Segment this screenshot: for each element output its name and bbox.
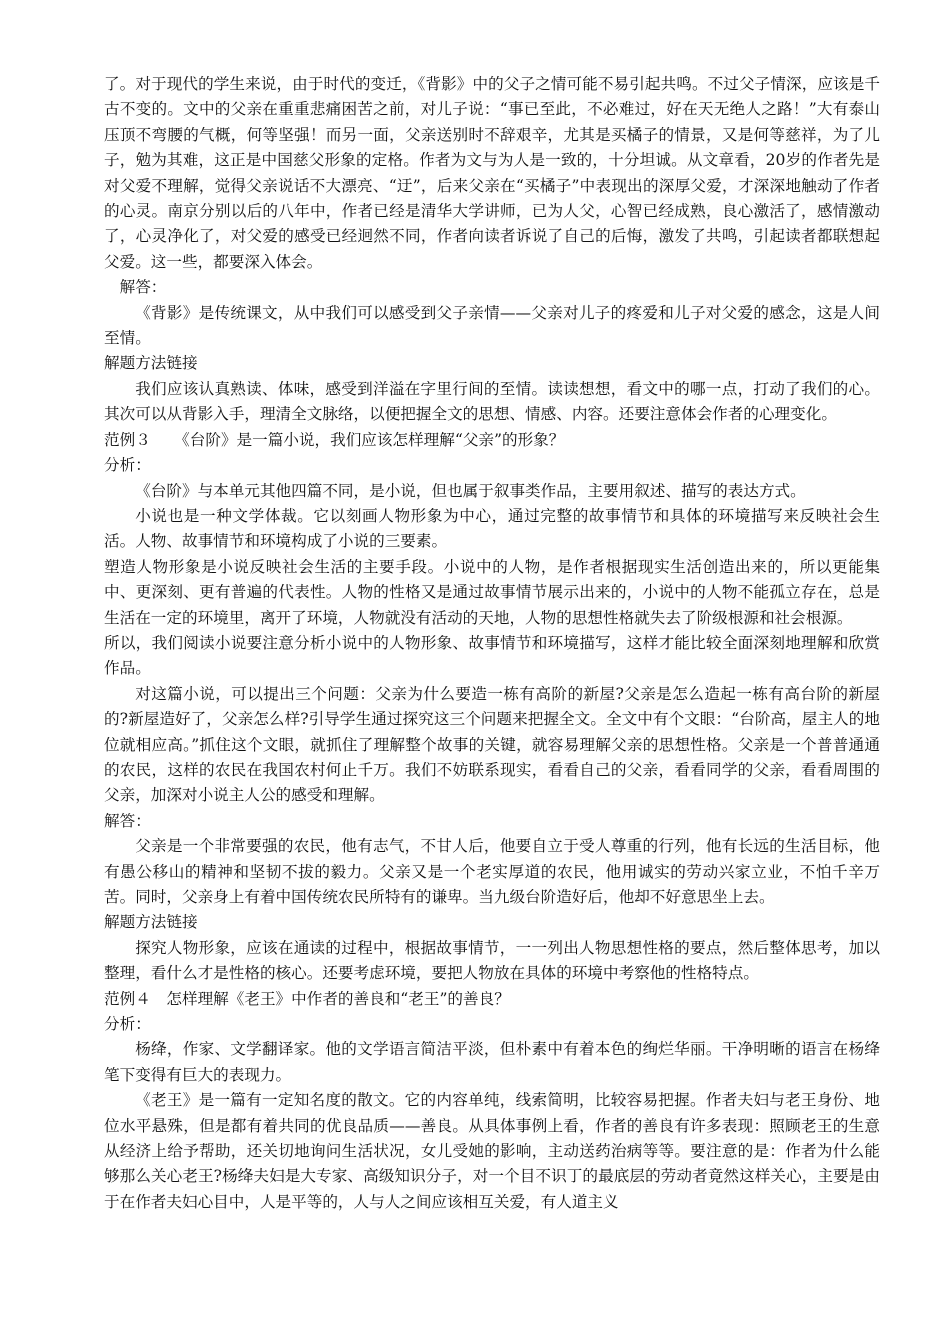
paragraph-beiying-method: 我们应该认真熟读、体味，感受到洋溢在字里行间的至情。读读想想，看文中的哪一点，打动了我们的心。其次可以从背影入手，理清全文脉络，以便把握全文的思想、情感、内容。还要注意体会作者的心理变化。 — [104, 379, 880, 424]
method-link-heading: 解题方法链接 — [104, 913, 198, 932]
paragraph-laowang-analysis: 《老王》是一篇有一定知名度的散文。它的内容单纯，线索简明，比较容易把握。作者夫妇与老王身份、地位水平悬殊，但是都有着共同的优良品质——善良。从具体事例上看，作者的善良有许多表现：照顾老王的生意从经济上给予帮助，还关切地询问生活状况，女儿受她的影响，主动送药治病等等。要注意的是：作者为什么能够那么关心老王?杨绛夫妇是大专家、高级知识分子，对一个目不识丁的最底层的劳动者竟然这样关心，主要是由于在作者夫妇心目中，人是平等的，人与人之间应该相互关爱，有人道主义 — [104, 1091, 880, 1211]
paragraph-taijie-questions: 对这篇小说，可以提出三个问题：父亲为什么要造一栋有高阶的新屋?父亲是怎么造起一栋有高台阶的新屋的?新屋造好了，父亲怎么样?引导学生通过探究这三个问题来把握全文。全文中有个文眼：“台阶高，屋主人的地位就相应高。”抓住这个文眼，就抓住了理解整个故事的关键，就容易理解父亲的思想性格。父亲是一个普普通通的农民，这样的农民在我国农村何止千万。我们不妨联系现实，看看自己的父亲，看看同学的父亲，看看周围的父亲，加深对小说主人公的感受和理解。 — [104, 684, 880, 805]
document-body — [104, 72, 880, 1215]
paragraph-character-shaping: 塑造人物形象是小说反映社会生活的主要手段。小说中的人物，是作者根据现实生活创造出来的，所以更能集中、更深刻、更有普遍的代表性。人物的性格又是通过故事情节展示出来的，小说中的人物不能孤立存在，总是生活在一定的环境里，离开了环境，人物就没有活动的天地，人物的思想性格就失去了阶级根源和社会根源。 — [104, 557, 880, 627]
answer-label: 解答： — [119, 278, 167, 297]
analysis-label: 分析： — [104, 456, 151, 475]
paragraph-taijie-answer: 父亲是一个非常要强的农民，他有志气，不甘人后，他要自立于受人尊重的行列，他有长远的生活目标，他有愚公移山的精神和坚韧不拔的毅力。父亲又是一个老实厚道的农民，他用诚实的劳动兴家立业，不怕千辛万苦。同时，父亲身上有着中国传统农民所特有的谦卑。当九级台阶造好后，他却不好意思坐上去。 — [104, 837, 880, 906]
paragraph-beiying-analysis-continued: 了。对于现代的学生来说，由于时代的变迁，《背影》中的父子之情可能不易引起共鸣。不过父子情深，应该是千古不变的。文中的父亲在重重悲痛困苦之前，对儿子说：“事已至此，不必难过，好在天无绝人之路！”大有泰山压顶不弯腰的气概，何等坚强！而另一面，父亲送别时不辞艰辛，尤其是买橘子的情景，又是何等慈祥，为了儿子，勉为其难，这正是中国慈父形象的定格。作者为文与为人是一致的，十分坦诚。从文章看，20岁的作者先是对父爱不理解，觉得父亲说话不大漂亮、“迂”，后来父亲在“买橘子”中表现出的深厚父爱，才深深地触动了作者的心灵。南京分别以后的八年中，作者已经是清华大学讲师，已为人父，心智已经成熟，良心激活了，感情激动了，心灵净化了，对父爱的感受已经迥然不同，作者向读者诉说了自己的后悔，激发了共鸣，引起读者都联想起父爱。这一些，都要深入体会。 — [104, 75, 880, 271]
paragraph-taijie-intro: 《台阶》与本单元其他四篇不同，是小说，但也属于叙事类作品，主要用叙述、描写的表达方式。 — [135, 481, 806, 500]
paragraph-taijie-method: 探究人物形象，应该在通读的过程中，根据故事情节，一一列出人物思想性格的要点，然后整体思考，加以整理，看什么才是性格的核心。还要考虑环境，要把人物放在具体的环境中考察他的性格特点。 — [104, 938, 880, 983]
example-4-heading: 范例４ 怎样理解《老王》中作者的善良和“老王”的善良？ — [104, 989, 510, 1008]
example-3-heading: 范例３ 《台阶》是一篇小说，我们应该怎样理解“父亲”的形象？ — [104, 430, 565, 449]
paragraph-reading-novels: 所以，我们阅读小说要注意分析小说中的人物形象、故事情节和环境描写，这样才能比较全面深刻地理解和欣赏作品。 — [104, 633, 880, 678]
paragraph-novel-genre: 小说也是一种文学体裁。它以刻画人物形象为中心，通过完整的故事情节和具体的环境描写来反映社会生活。人物、故事情节和环境构成了小说的三要素。 — [104, 506, 880, 551]
paragraph-beiying-answer: 《背影》是传统课文，从中我们可以感受到父子亲情——父亲对儿子的疼爱和儿子对父爱的感念，这是人间至情。 — [104, 303, 880, 348]
paragraph-yangjiang-intro: 杨绛，作家、文学翻译家。他的文学语言简洁平淡，但朴素中有着本色的绚烂华丽。干净明晰的语言在杨绛笔下变得有巨大的表现力。 — [104, 1040, 880, 1084]
answer-label: 解答： — [104, 811, 151, 830]
analysis-label: 分析： — [104, 1015, 151, 1034]
method-link-heading: 解题方法链接 — [104, 354, 198, 373]
